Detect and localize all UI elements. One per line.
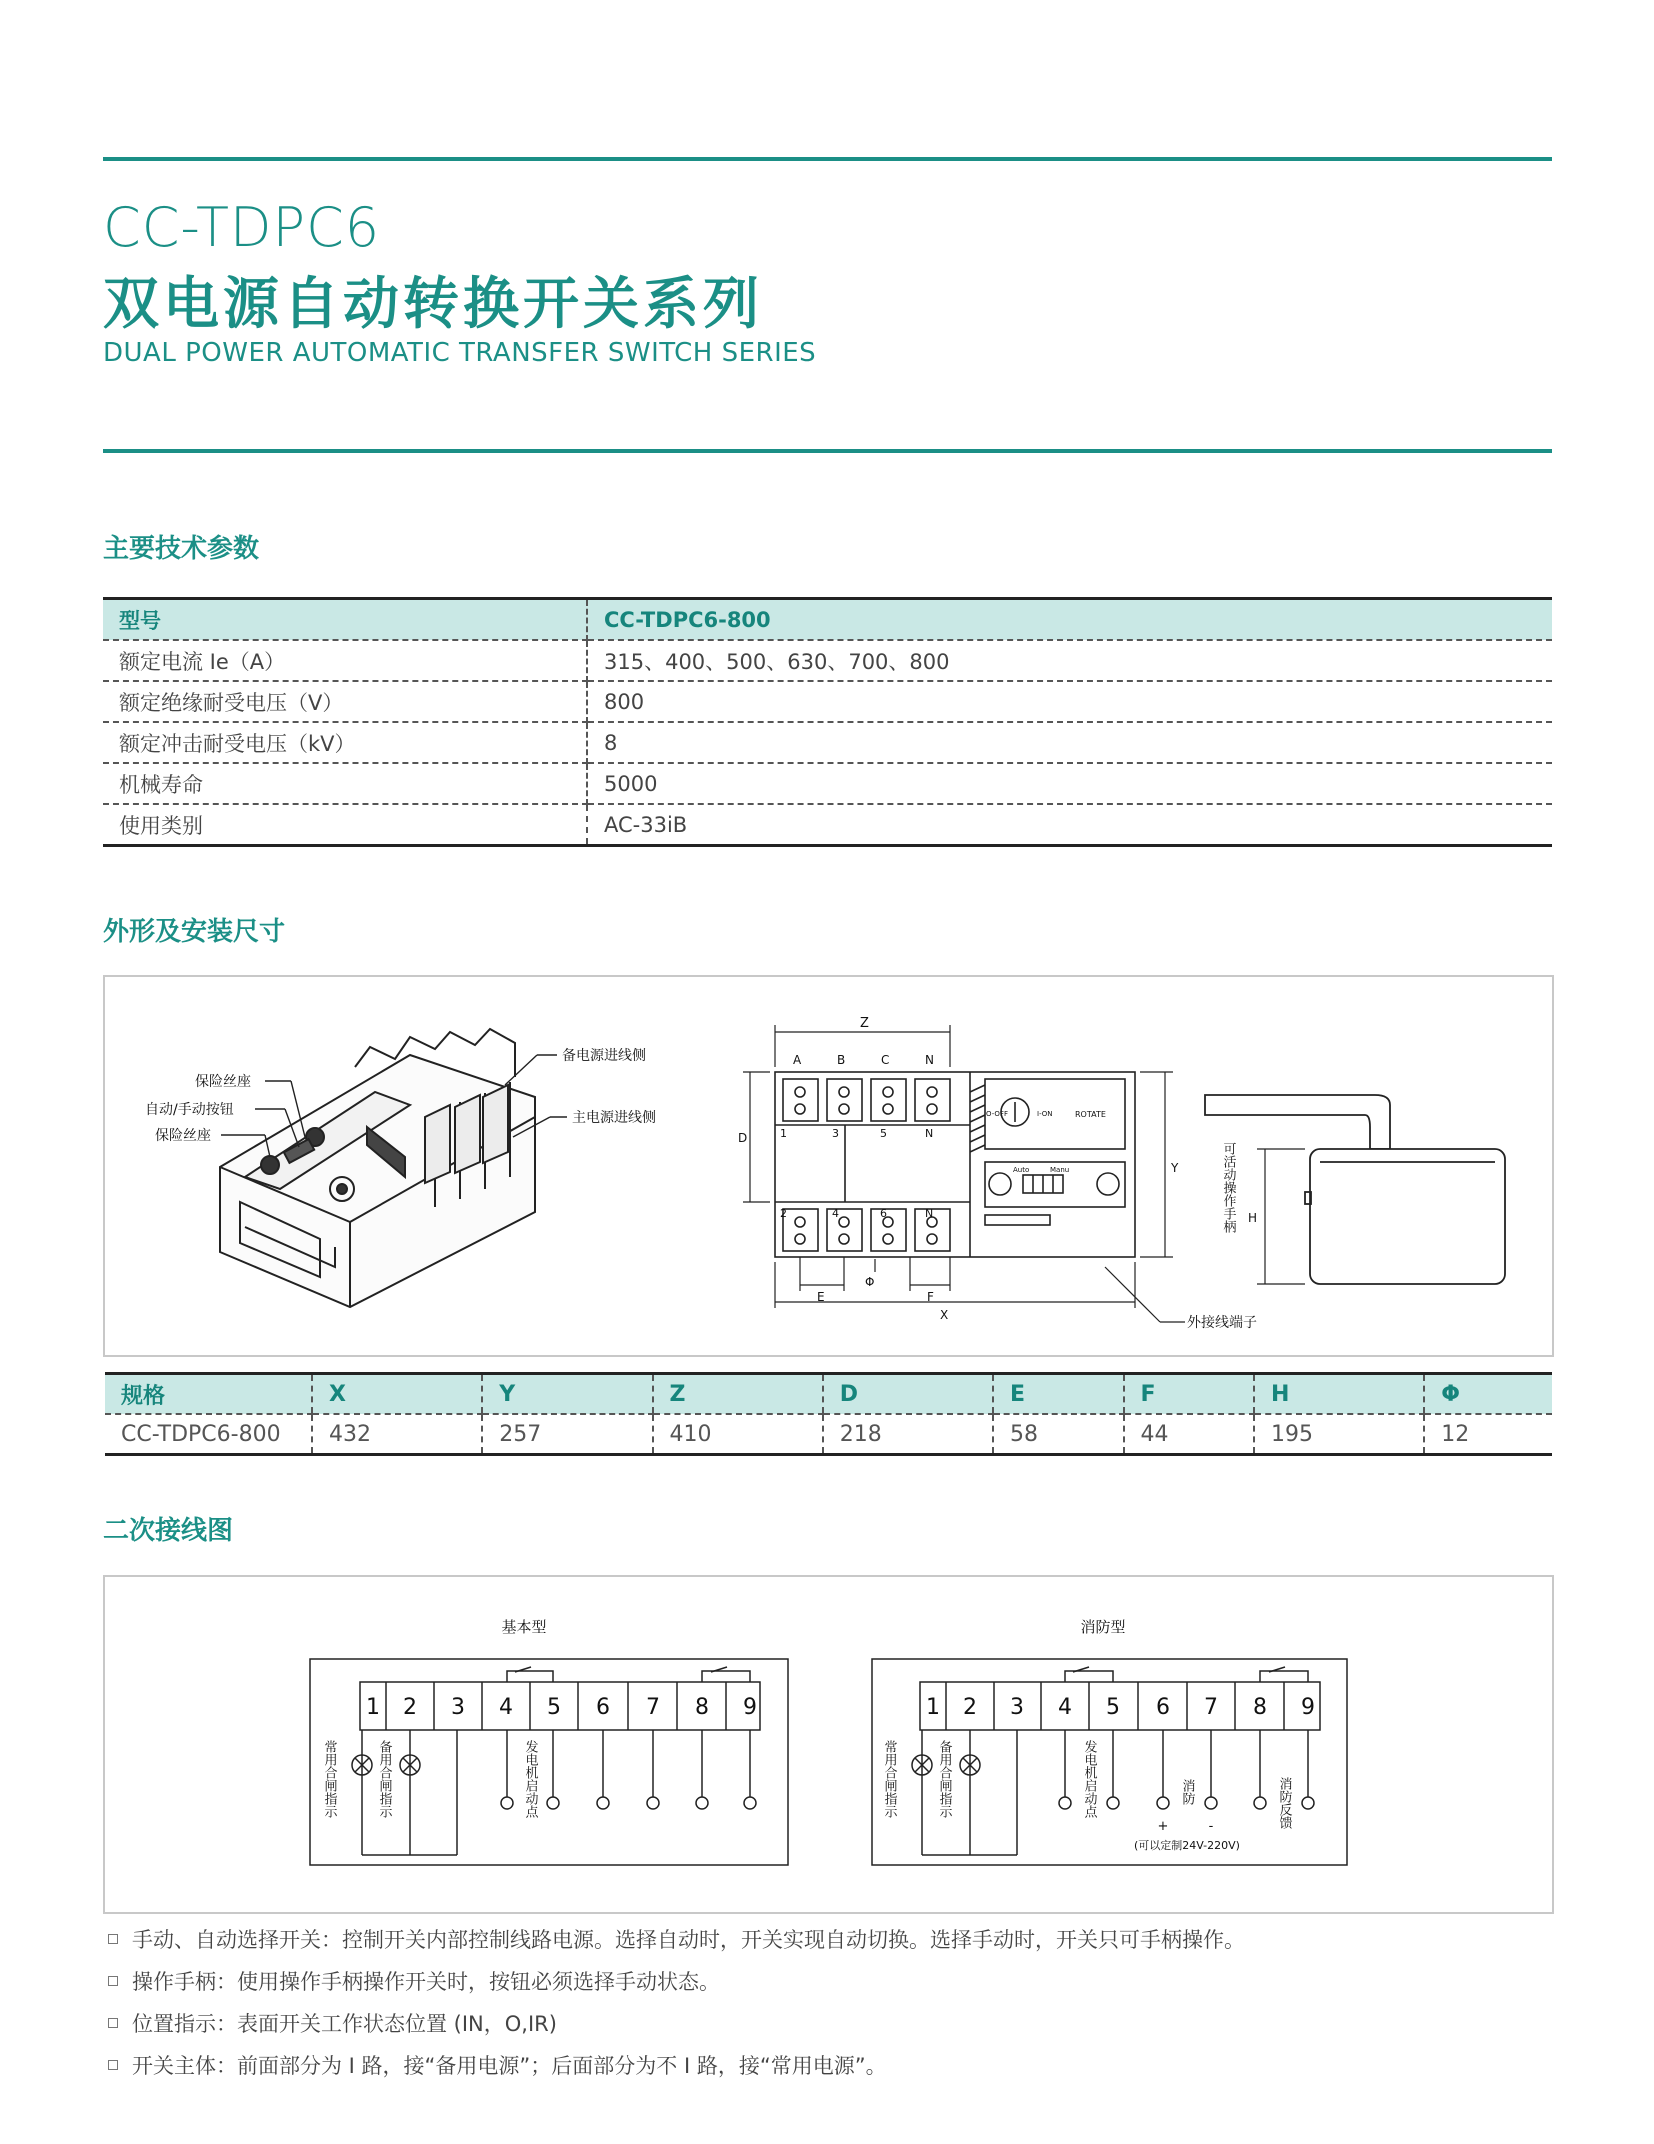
manu-label: Manu <box>1050 1166 1070 1174</box>
fire-label-plus: + <box>1157 1819 1169 1834</box>
dims-heading: 外形及安装尺寸 <box>103 917 286 947</box>
basic-label-backup-indicator: 备用合闸指示 <box>376 1740 392 1818</box>
tech-table <box>103 597 1552 847</box>
terminal-number-4: 4 <box>832 1207 839 1220</box>
label-backup-power-side: 备电源进线侧 <box>562 1048 646 1064</box>
note-text: 开关主体：前面部分为 I 路，接“备用电源”；后面部分为不 I 路，接“常用电源”。 <box>132 2054 887 2078</box>
fire-terminal-7: 7 <box>1204 1695 1218 1720</box>
bullet-icon <box>108 2018 118 2028</box>
fire-label-fire: 消防 <box>1179 1779 1195 1805</box>
terminal-number-2: 2 <box>780 1207 787 1220</box>
wiring-frame <box>103 1575 1554 1914</box>
label-main-power-side: 主电源进线侧 <box>572 1110 656 1126</box>
note-text: 手动、自动选择开关：控制开关内部控制线路电源。选择自动时，开关实现自动切换。选择手动时，开关只可手柄操作。 <box>132 1928 1245 1952</box>
label-fuse-holder-1: 保险丝座 <box>195 1074 251 1090</box>
col-x: X <box>312 1374 482 1415</box>
fire-label-generator-start: 发电机启动点 <box>1081 1740 1097 1818</box>
list-item <box>108 1960 1245 2002</box>
phase-label-c: C <box>881 1053 890 1067</box>
table-row <box>103 763 1552 804</box>
list-item <box>108 2002 1245 2044</box>
table-row <box>103 640 1552 681</box>
basic-terminal-7: 7 <box>646 1695 660 1720</box>
cell-x: 432 <box>312 1414 482 1455</box>
phase-label-a: A <box>793 1053 802 1067</box>
series-title-en: DUAL POWER AUTOMATIC TRANSFER SWITCH SERIES <box>103 338 817 368</box>
note-text: 位置指示：表面开关工作状态位置 (IN，O,IR) <box>132 2012 557 2036</box>
cell-f: 44 <box>1124 1414 1255 1455</box>
fire-terminal-8: 8 <box>1253 1695 1267 1720</box>
isometric-switch-drawing <box>220 1029 535 1307</box>
param-value: AC-33iB <box>587 804 1552 846</box>
basic-wiring-diagram <box>310 1618 788 1865</box>
fire-terminal-1: 1 <box>926 1695 940 1720</box>
label-external-terminal: 外接线端子 <box>1187 1315 1257 1331</box>
basic-terminal-6: 6 <box>596 1695 610 1720</box>
fire-label-backup-indicator: 备用合闸指示 <box>936 1740 952 1818</box>
top-rule <box>103 157 1552 161</box>
table-row <box>103 681 1552 722</box>
terminal-number-n2: N <box>925 1207 934 1220</box>
fire-terminal-9: 9 <box>1301 1695 1315 1720</box>
side-view-drawing <box>1205 1095 1505 1284</box>
bullet-icon <box>108 1976 118 1986</box>
dim-label-x: X <box>940 1308 949 1322</box>
basic-terminal-5: 5 <box>547 1695 561 1720</box>
fire-label-feedback: 消防反馈 <box>1276 1777 1292 1829</box>
basic-terminal-1: 1 <box>366 1695 380 1720</box>
basic-title: 基本型 <box>501 1618 547 1636</box>
terminal-number-3: 3 <box>832 1127 839 1140</box>
header-bottom-rule <box>103 449 1552 453</box>
dimension-drawing <box>105 977 1552 1355</box>
fire-label-voltage-note: (可以定制24V-220V) <box>1134 1839 1240 1852</box>
basic-terminal-8: 8 <box>695 1695 709 1720</box>
basic-label-generator-start: 发电机启动点 <box>522 1740 538 1818</box>
wiring-diagrams <box>105 1577 1552 1912</box>
tech-table-header <box>103 599 1552 641</box>
label-fuse-holder-2: 保险丝座 <box>155 1128 211 1144</box>
fire-terminal-6: 6 <box>1156 1695 1170 1720</box>
phase-label-b: B <box>837 1053 846 1067</box>
param-value: 8 <box>587 722 1552 763</box>
terminal-number-5: 5 <box>880 1127 887 1140</box>
cell-spec: CC-TDPC6-800 <box>105 1414 312 1455</box>
list-item <box>108 1918 1245 1960</box>
col-y: Y <box>482 1374 652 1415</box>
table-row <box>103 804 1552 846</box>
fire-terminal-2: 2 <box>963 1695 977 1720</box>
col-spec: 规格 <box>105 1374 312 1415</box>
col-z: Z <box>653 1374 823 1415</box>
param-value: 5000 <box>587 763 1552 804</box>
basic-terminal-3: 3 <box>451 1695 465 1720</box>
label-movable-handle: 可活动操作手柄 <box>1220 1142 1236 1233</box>
dim-label-y: Y <box>1171 1161 1179 1175</box>
fire-label-normal-indicator: 常用合闸指示 <box>881 1740 897 1818</box>
cell-z: 410 <box>653 1414 823 1455</box>
col-e: E <box>993 1374 1124 1415</box>
fire-label-minus: - <box>1208 1819 1214 1834</box>
dim-label-f: F <box>927 1290 934 1304</box>
model-title: CC-TDPC6 <box>103 196 381 259</box>
fire-wiring-diagram <box>872 1618 1347 1865</box>
table-row <box>105 1414 1552 1455</box>
param-value: 800 <box>587 681 1552 722</box>
param-name: 额定电流 Ie（A） <box>103 640 587 681</box>
basic-terminal-2: 2 <box>403 1695 417 1720</box>
bullet-icon <box>108 1934 118 1944</box>
note-text: 操作手柄：使用操作手柄操作开关时，按钮必须选择手动状态。 <box>132 1970 720 1994</box>
param-name: 机械寿命 <box>103 763 587 804</box>
param-name: 使用类别 <box>103 804 587 846</box>
series-title-cn: 双电源自动转换开关系列 <box>103 272 763 337</box>
cell-y: 257 <box>482 1414 652 1455</box>
tech-header-label: 型号 <box>103 599 587 641</box>
basic-terminal-4: 4 <box>499 1695 513 1720</box>
cell-h: 195 <box>1254 1414 1424 1455</box>
off-label: O-OFF <box>986 1110 1008 1118</box>
table-row <box>103 722 1552 763</box>
cell-d: 218 <box>823 1414 993 1455</box>
col-d: D <box>823 1374 993 1415</box>
list-item <box>108 2044 1245 2086</box>
label-auto-manual-button: 自动/手动按钮 <box>145 1102 234 1118</box>
basic-terminal-9: 9 <box>743 1695 757 1720</box>
front-view-drawing <box>775 1072 1135 1257</box>
dim-label-h: H <box>1248 1211 1258 1225</box>
tech-heading: 主要技术参数 <box>103 534 260 564</box>
notes-list <box>108 1918 1245 2086</box>
tech-header-value: CC-TDPC6-800 <box>587 599 1552 641</box>
dim-label-d: D <box>738 1131 748 1145</box>
param-name: 额定绝缘耐受电压（V） <box>103 681 587 722</box>
rotate-label: ROTATE <box>1075 1110 1106 1119</box>
cell-e: 58 <box>993 1414 1124 1455</box>
fire-terminal-4: 4 <box>1058 1695 1072 1720</box>
dimension-table <box>105 1372 1552 1456</box>
terminal-number-1: 1 <box>780 1127 787 1140</box>
dim-label-phi: Φ <box>865 1275 875 1289</box>
dimension-table-header <box>105 1374 1552 1415</box>
fire-terminal-5: 5 <box>1106 1695 1120 1720</box>
dim-label-z: Z <box>860 1016 869 1031</box>
terminal-number-n: N <box>925 1127 934 1140</box>
bullet-icon <box>108 2060 118 2070</box>
dimension-drawing-frame <box>103 975 1554 1357</box>
phase-label-n: N <box>925 1053 934 1067</box>
terminal-number-6: 6 <box>880 1207 887 1220</box>
param-name: 额定冲击耐受电压（kV） <box>103 722 587 763</box>
wiring-heading: 二次接线图 <box>103 1516 234 1546</box>
fire-terminal-3: 3 <box>1010 1695 1024 1720</box>
col-phi: Φ <box>1424 1374 1552 1415</box>
dim-label-e: E <box>817 1290 825 1304</box>
param-value: 315、400、500、630、700、800 <box>587 640 1552 681</box>
cell-phi: 12 <box>1424 1414 1552 1455</box>
fire-title: 消防型 <box>1080 1618 1126 1636</box>
auto-label: Auto <box>1013 1166 1030 1174</box>
on-label: I-ON <box>1037 1110 1053 1118</box>
basic-label-normal-indicator: 常用合闸指示 <box>321 1740 337 1818</box>
col-f: F <box>1124 1374 1255 1415</box>
col-h: H <box>1254 1374 1424 1415</box>
